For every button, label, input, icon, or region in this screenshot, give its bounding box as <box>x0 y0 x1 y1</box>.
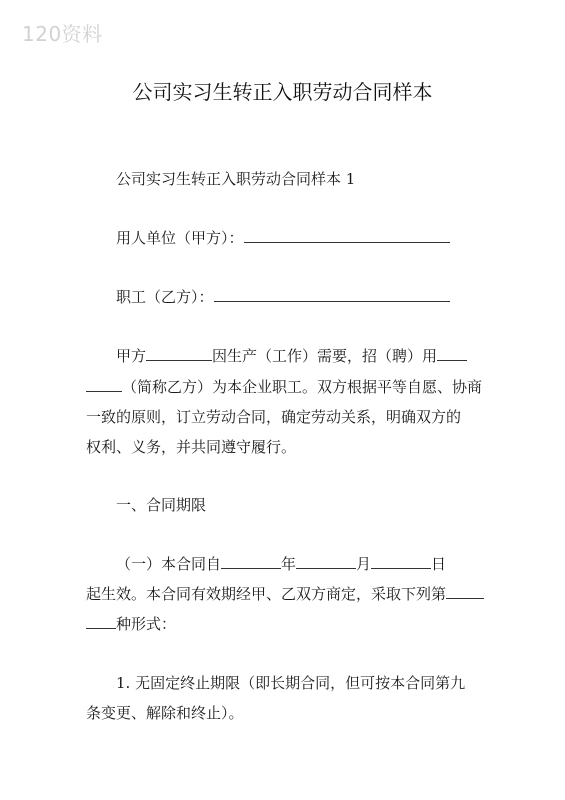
watermark-logo: 120资料 <box>22 22 103 46</box>
clause-1-year: 年 <box>281 555 297 573</box>
clause-1-day: 日 <box>431 555 447 573</box>
form-blank-1 <box>446 584 484 599</box>
day-blank <box>371 554 431 569</box>
month-blank <box>296 554 356 569</box>
employer-line <box>116 228 450 248</box>
intro-party-a-label: 甲方 <box>116 347 147 365</box>
clause-1-text-c: 种形式： <box>116 615 177 633</box>
item-1-line-2: 条变更、解除和终止）。 <box>86 704 244 722</box>
clause-1-line-1 <box>116 554 446 574</box>
intro-party-b-blank-1 <box>437 346 467 361</box>
section-heading-term: 一、合同期限 <box>116 496 207 514</box>
intro-line-1 <box>116 346 467 366</box>
document-subtitle: 公司实习生转正入职劳动合同样本 1 <box>116 170 356 188</box>
intro-text-2: （简称乙方）为本企业职工。双方根据平等自愿、协商 <box>122 378 483 396</box>
intro-line-2 <box>86 377 482 397</box>
intro-line-4: 权利、义务，并共同遵守履行。 <box>86 438 297 456</box>
item-1-line-1: 1. 无固定终止期限（即长期合同，但可按本合同第九 <box>116 674 466 692</box>
employer-blank <box>244 228 450 243</box>
clause-1-month: 月 <box>356 555 372 573</box>
intro-party-a-blank <box>146 346 212 361</box>
employee-line <box>116 287 450 307</box>
year-blank <box>221 554 281 569</box>
employer-label: 用人单位（甲方）： <box>116 229 244 247</box>
intro-hire-text: 因生产（工作）需要，招（聘）用 <box>212 347 438 365</box>
intro-party-b-blank-2 <box>86 377 122 392</box>
document-title: 公司实习生转正入职劳动合同样本 <box>132 80 433 104</box>
employee-blank <box>214 287 450 302</box>
clause-1-line-3 <box>86 614 176 634</box>
clause-1-line-2 <box>86 584 484 604</box>
intro-line-3: 一致的原则，订立劳动合同，确定劳动关系，明确双方的 <box>86 408 462 426</box>
clause-1-text-a: （一）本合同自 <box>116 555 222 573</box>
employee-label: 职工（乙方）： <box>116 288 214 306</box>
form-blank-2 <box>86 614 116 629</box>
clause-1-text-b: 起生效。本合同有效期经甲、乙双方商定，采取下列第 <box>86 585 447 603</box>
